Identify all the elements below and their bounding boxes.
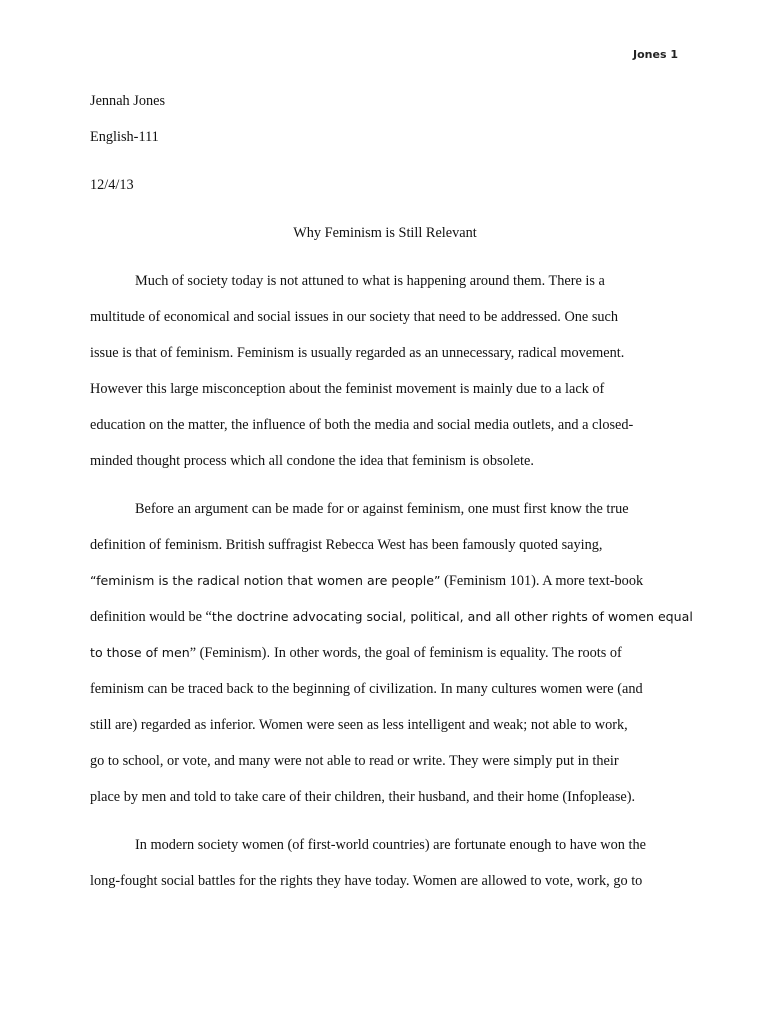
paragraph-1: [90, 268, 680, 484]
paragraph-line-definition: [90, 604, 693, 640]
paragraph-line: feminism can be traced back to the beginning of civilization. In many cultures women were (and: [90, 681, 643, 697]
paragraph-line: go to school, or vote, and many were not able to read or write. They were simply put in their: [90, 753, 619, 769]
essay-body: [90, 88, 693, 904]
essay-date: 12/4/13: [90, 177, 134, 193]
definition-quote: the doctrine advocating social, political, and all other rights of women equal: [211, 609, 693, 624]
definition-lead: definition would be “: [90, 609, 212, 625]
paragraph-line-definition-end: [90, 640, 680, 676]
paragraph-line: definition of feminism. British suffragist Rebecca West has been famously quoted saying,: [90, 537, 603, 553]
paragraph-3: [90, 832, 680, 904]
definition-citation: ” (Feminism): [189, 645, 267, 661]
paragraph-line: However this large misconception about the feminist movement is mainly due to a lack of: [90, 381, 605, 397]
paragraph-line: education on the matter, the influence of both the media and social media outlets, and a closed-: [90, 417, 634, 433]
west-quote: “feminism is the radical notion that women are people”: [90, 573, 441, 588]
definition-quote-end: to those of men: [90, 645, 190, 660]
paragraph-line: long-fought social battles for the rights they have today. Women are allowed to vote, work, go to: [90, 873, 643, 889]
paragraph-line: place by men and told to take care of their children, their husband, and their home (Infoplease).: [90, 789, 636, 805]
paragraph-line: Much of society today is not attuned to what is happening around them. There is a: [135, 273, 605, 289]
paragraph-line: still are) regarded as inferior. Women were seen as less intelligent and weak; not able to work,: [90, 717, 628, 733]
paragraph-line: In modern society women (of first-world countries) are fortunate enough to have won the: [135, 837, 646, 853]
paragraph-line: minded thought process which all condone the idea that feminism is obsolete.: [90, 453, 534, 469]
author-name: Jennah Jones: [90, 93, 166, 109]
paragraph-gap: [90, 820, 680, 832]
course-name: English-111: [90, 129, 159, 145]
paragraph-line: issue is that of feminism. Feminism is usually regarded as an unnecessary, radical movement.: [90, 345, 625, 361]
paragraph-line-quote: [90, 568, 680, 604]
citation-text: (Feminism 101). A more text-book: [440, 573, 644, 589]
running-header: Jones 1: [633, 48, 678, 61]
paragraph-text: In other words, the goal of feminism is equality. The roots of: [270, 645, 622, 661]
paragraph-gap: [90, 484, 680, 496]
paragraph-line: Before an argument can be made for or against feminism, one must first know the true: [135, 501, 629, 517]
paragraph-line: multitude of economical and social issues in our society that need to be addressed. One such: [90, 309, 619, 325]
paragraph-2: [90, 496, 693, 820]
essay-title: Why Feminism is Still Relevant: [293, 225, 477, 241]
definition-period: .: [266, 645, 271, 660]
